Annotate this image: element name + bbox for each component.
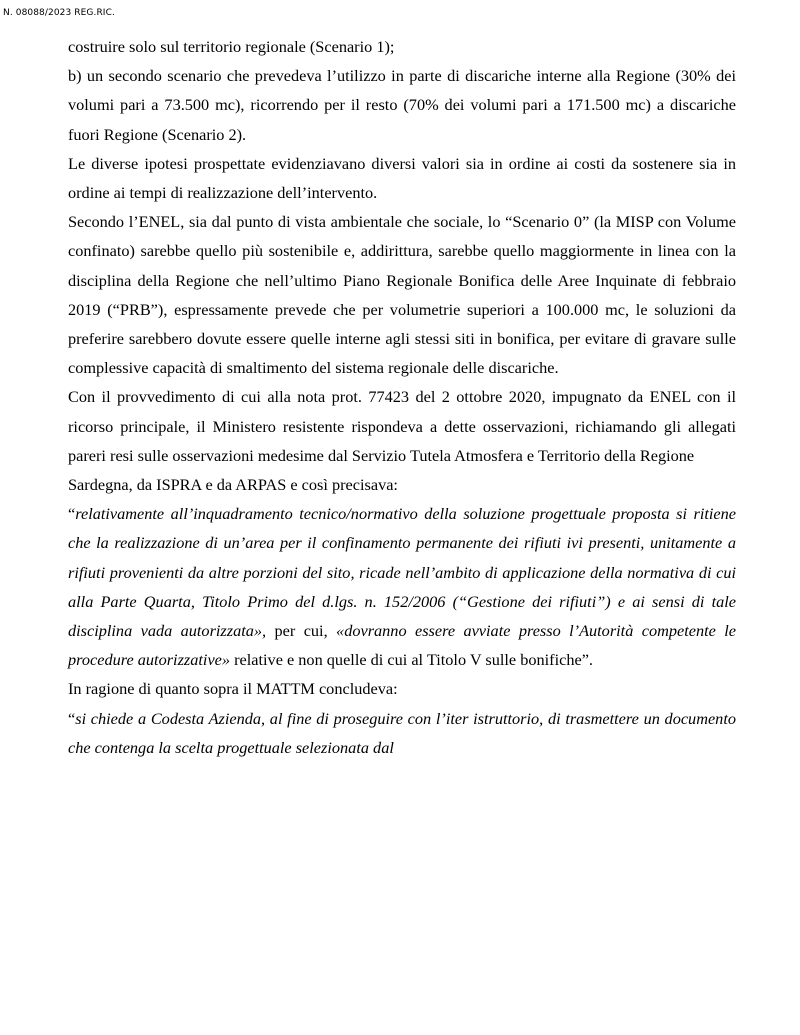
paragraph: Le diverse ipotesi prospettate evidenziavano diversi valori sia in ordine ai costi da sostenere sia in ordine ai tempi di realizzazione dell’intervento. — [68, 153, 736, 203]
paragraph: costruire solo sul territorio regionale (Scenario 1); — [68, 37, 395, 56]
paragraph: In ragione di quanto sopra il MATTM concludeva: — [68, 679, 398, 699]
document-body — [68, 32, 736, 762]
paragraph: b) un secondo scenario che prevedeva l’utilizzo in parte di discariche interne alla Regione (30% dei volumi pari a 73.500 mc), ricorrendo per il resto (70% dei volumi pari a 171.500 mc) a discariche fuori Regione (Scenario 2). — [68, 66, 736, 144]
quote-open: “ — [68, 504, 76, 524]
quoted-paragraph — [68, 499, 736, 674]
paragraph: Con il provvedimento di cui alla nota prot. 77423 del 2 ottobre 2020, impugnato da ENEL con il ricorso principale, il Ministero resistente rispondeva a dette osservazioni, richiamando gli allegati pareri resi sulle osservazioni medesime dal Servizio Tutela Atmosfera e Territorio della Regione — [68, 387, 736, 465]
plain-text: per cui, — [266, 621, 337, 641]
quoted-paragraph — [68, 704, 736, 762]
paragraph: Sardegna, da ISPRA e da ARPAS e così precisava: — [68, 475, 398, 495]
quoted-text: «dovranno essere avviate presso l’Autorità competente le procedure autorizzative» — [68, 621, 736, 670]
quoted-text: si chiede a Codesta Azienda, al fine di proseguire con l’iter istruttorio, di trasmettere un documento che contenga la scelta progettuale selezionata dal — [68, 708, 736, 757]
quote-close: ”. — [581, 650, 593, 670]
quoted-text: relativamente all’inquadramento tecnico/normativo della soluzione progettuale proposta si ritiene che la realizzazione di un’area per il confinamento permanente dei rifiuti ivi presenti, unitamente a rifiuti provenienti da altre porzioni del sito, ricade nell’ambito di applicazione della normativa di cui alla Parte Quarta, Titolo Primo del d.lgs. n. 152/2006 (“Gestione dei rifiuti”) e ai sensi di tale disciplina vada autorizzata», — [68, 504, 736, 641]
paragraph: Secondo l’ENEL, sia dal punto di vista ambientale che sociale, lo “Scenario 0” (la MISP con Volume confinato) sarebbe quello più sostenibile e, addirittura, sarebbe quello maggiormente in linea con la disciplina della Regione che nell’ultimo Piano Regionale Bonifica delle Aree Inquinate di febbraio 2019 (“PRB”), espressamente prevede che per volumetrie superiori a 100.000 mc, le soluzioni da preferire sarebbero dovute essere quelle interne agli stessi siti in bonifica, per evitare di gravare sulle complessive capacità di smaltimento del sistema regionale delle discariche. — [68, 212, 736, 378]
quote-open: “ — [68, 708, 76, 728]
document-reference-number: N. 08088/2023 REG.RIC. — [3, 8, 115, 18]
plain-text: relative e non quelle di cui al Titolo V sulle bonifiche — [230, 650, 582, 670]
